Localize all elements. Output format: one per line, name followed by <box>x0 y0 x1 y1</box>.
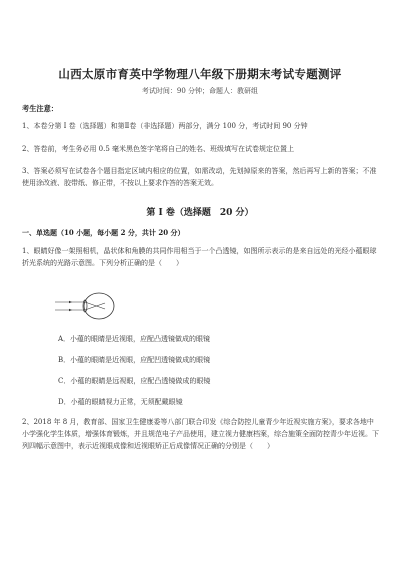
note-item-1: 1、本卷分第 I 卷（选择题）和第Ⅱ卷（非选择题）两部分，满分 100 分，考试时间 90 分钟 <box>22 122 308 130</box>
question-1-option-a: A．小蕴的眼睛是近视眼，应配凸透镜做成的眼镜 <box>58 335 211 343</box>
note-item-3: 3、答案必须写在试卷各个题目指定区域内相应的位置，如需改动，先划掉原来的答案，然后再写上新的答案；不准使用涂改液、胶带纸、修正带，不按以上要求作答的答案无效。 <box>22 167 377 187</box>
question-1-option-b: B．小蕴的眼睛是近视眼，应配凹透镜做成的眼镜 <box>58 356 211 364</box>
exam-subtitle: 考试时间：90 分钟；命题人：教研组 <box>141 87 259 95</box>
section-title: 第 I 卷（选择题 20 分） <box>146 208 254 218</box>
question-1-option-c: C．小蕴的眼睛是远视眼，应配凸透镜做成的眼镜 <box>58 377 211 385</box>
note-item-2: 2、答卷前，考生务必用 0.5 毫米黑色签字笔将自己的姓名、班级填写在试卷规定位置上 <box>22 145 295 153</box>
notes-heading: 考生注意： <box>22 104 58 113</box>
question-1-text: 1、眼睛好像一架照相机，晶状体和角膜的共同作用相当于一个凸透镜，如图所示表示的是来自远处的光经小蕴眼球折光系统的光路示意图。下列分析正确的是（ ） <box>22 247 377 267</box>
question-1-option-d: D．小蕴的眼睛视力正常，无须配戴眼镜 <box>58 398 183 406</box>
question-2-text: 2、2018 年 8 月，教育部、国家卫生健康委等八部门联合印发《综合防控儿童青少年近视实施方案》，要求各地中小学强化学生体质，增强体育锻炼，并且规范电子产品使用，建立视力健康档案，综合施策全面防控青少年近视。下列四幅示意图中，表示近视眼成像和近视眼矫正后成像情况正确的分别是（ ） <box>22 418 379 450</box>
exam-title: 山西太原市育英中学物理八年级下册期末考试专题测评 <box>58 67 342 81</box>
part-heading: 一、单选题（10 小题，每小题 2 分，共计 20 分） <box>22 228 185 237</box>
eye-light-path-diagram <box>55 291 125 321</box>
